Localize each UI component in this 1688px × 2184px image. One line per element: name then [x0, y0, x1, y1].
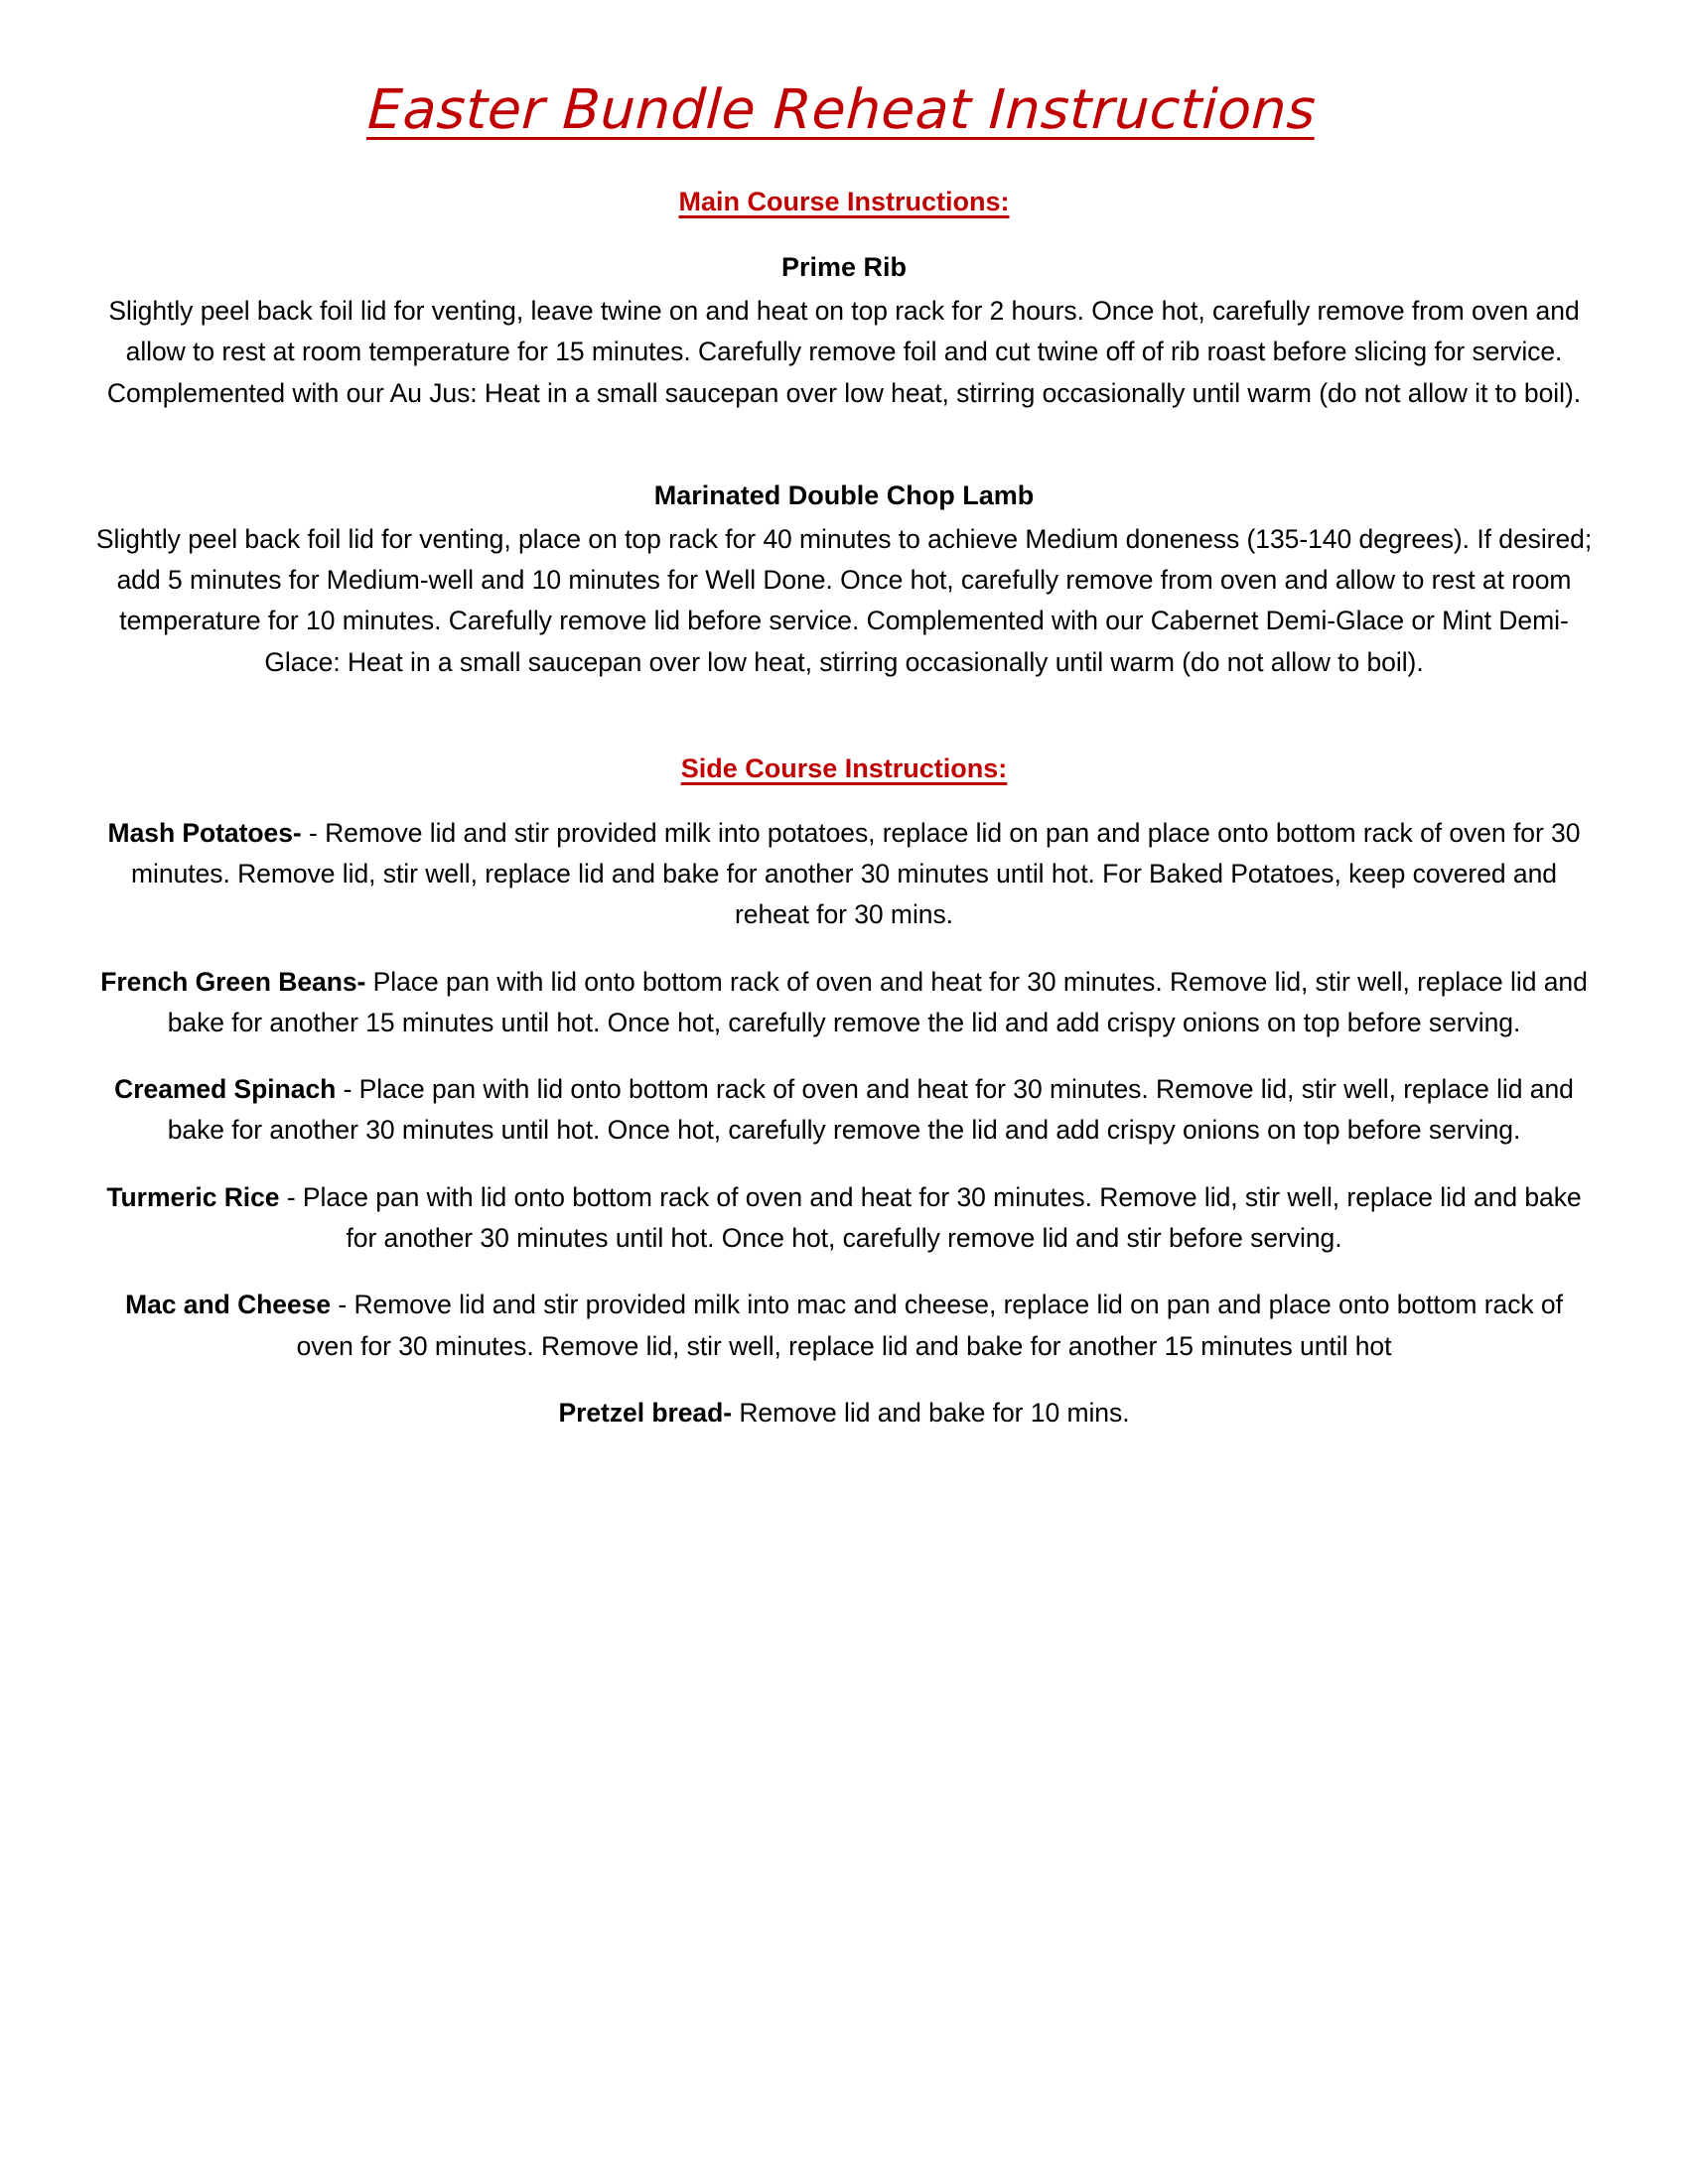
- side-item-turmeric-rice: [95, 1152, 1593, 1260]
- side-item-body: - Remove lid and stir provided milk into mac and cheese, replace lid on pan and place onto bottom rack of oven for 30 minutes. Remove lid, stir well, replace lid and bake for another 15 minutes until hot: [296, 1290, 1563, 1361]
- side-item-label: Turmeric Rice: [106, 1181, 280, 1212]
- page-title: Easter Bundle Reheat Instructions: [365, 77, 1318, 141]
- section-heading-main-course: Main Course Instructions:: [678, 186, 1010, 216]
- side-item-body: Remove lid and bake for 10 mins.: [732, 1398, 1130, 1429]
- side-item-mash-potatoes: [95, 787, 1593, 936]
- side-item-french-green-beans: [95, 936, 1593, 1044]
- section-heading-side-course: Side Course Instructions:: [680, 753, 1008, 784]
- spacer: [95, 414, 1593, 448]
- side-item-body: Place pan with lid onto bottom rack of oven and heat for 30 minutes. Remove lid, stir well, replace lid and bake for another 15 minutes until hot. Once hot, carefully remove the lid and add crispy onions on top before serving.: [167, 966, 1588, 1037]
- dish-body-marinated-double-chop-lamb: Slightly peel back foil lid for venting, place on top rack for 40 minutes to achieve Medium doneness (135-140 degrees). If desired; add 5 minutes for Medium-well and 10 minutes for Well Done. Once hot, carefully remove from oven and allow to rest at room temperature for 10 minutes. Carefully remove lid before service. Complemented with our Cabernet Demi-Glace or Mint Demi-Glace: Heat in a small saucepan over low heat, stirring occasionally until warm (do not allow to boil).: [95, 523, 1593, 677]
- side-item-mac-and-cheese: [95, 1259, 1593, 1367]
- side-item-body: - Remove lid and stir provided milk into potatoes, replace lid on pan and place onto bottom rack of oven for 30 minutes. Remove lid, stir well, replace lid and bake for another 30 minutes until hot. For Baked Potatoes, keep covered and reheat for 30 mins.: [131, 817, 1581, 930]
- dish-body-prime-rib: Slightly peel back foil lid for venting, leave twine on and heat on top rack for 2 hours. Once hot, carefully remove from oven and allow to rest at room temperature for 15 minutes. Carefully remove foil and cut twine off of rib roast before slicing for service. Complemented with our Au Jus: Heat in a small saucepan over low heat, stirring occasionally until warm (do not allow it to boil).: [106, 295, 1582, 408]
- side-item-pretzel-bread: [95, 1367, 1593, 1433]
- side-item-label: Creamed Spinach: [114, 1074, 337, 1105]
- side-item-body: - Place pan with lid onto bottom rack of oven and heat for 30 minutes. Remove lid, stir well, replace lid and bake for another 30 minutes until hot. Once hot, carefully remove the lid and add crispy onions on top before serving.: [167, 1074, 1574, 1146]
- side-item-label: Mash Potatoes-: [107, 817, 302, 848]
- spacer: [95, 683, 1593, 729]
- side-item-creamed-spinach: [95, 1043, 1593, 1152]
- dish-title-marinated-double-chop-lamb: Marinated Double Chop Lamb: [653, 479, 1035, 510]
- side-item-body: - Place pan with lid onto bottom rack of oven and heat for 30 minutes. Remove lid, stir well, replace lid and bake for another 30 minutes until hot. Once hot, carefully remove lid and stir before serving.: [279, 1181, 1582, 1254]
- side-item-label: French Green Beans-: [100, 966, 366, 997]
- dish-title-prime-rib: Prime Rib: [780, 252, 908, 283]
- side-item-label: Pretzel bread-: [558, 1398, 733, 1429]
- side-item-label: Mac and Cheese: [125, 1290, 332, 1320]
